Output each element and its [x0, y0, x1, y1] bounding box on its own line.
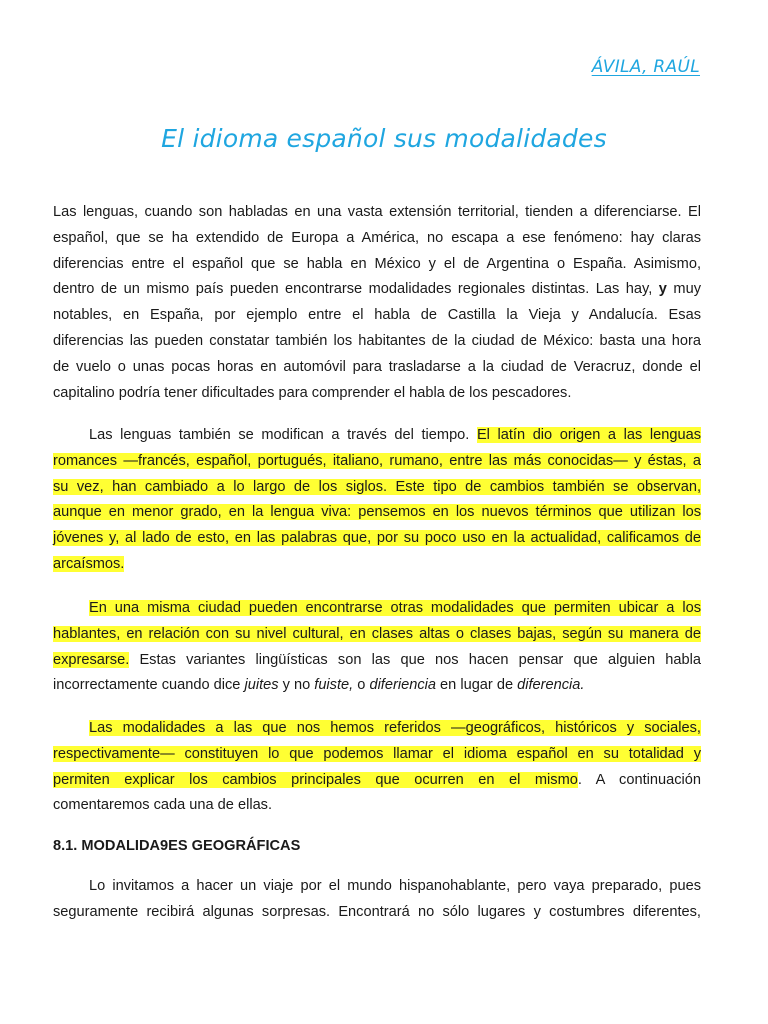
highlighted-text: Las modalidades a las que nos hemos referidos —geográficos, históricos y sociales, — [89, 720, 701, 736]
paragraph-2 — [53, 423, 701, 578]
paragraph-line: diferencias entre el español que se habla en México y el de Argentina o España. Asimismo, — [53, 255, 701, 272]
paragraph-line — [53, 423, 701, 449]
highlighted-text: permiten explicar los cambios principales que ocurren en el mismo — [53, 771, 578, 788]
paragraph-line: seguramente recibirá algunas sorpresas. Encontrará no sólo lugares y costumbres diferentes, — [53, 903, 701, 920]
paragraph-3 — [53, 596, 701, 699]
text-run: o — [357, 677, 366, 694]
text-run: . A continuación — [577, 771, 701, 788]
highlighted-text: En una misma ciudad pueden encontrarse otras modalidades que permiten ubicar a los — [89, 600, 701, 616]
paragraph-line — [53, 277, 701, 303]
paragraph-line — [53, 716, 701, 742]
paragraph-1 — [53, 200, 701, 406]
author-name: ÁVILA, RAÚL — [591, 57, 700, 77]
bold-word: y — [658, 281, 667, 298]
highlighted-text: respectivamente— constituyen lo que podemos llamar el idioma español en su totalidad y — [53, 745, 701, 762]
italic-word: diferiencia — [369, 677, 436, 694]
paragraph-line — [53, 742, 701, 768]
paragraph-line — [53, 475, 701, 501]
italic-word: diferencia. — [517, 677, 585, 694]
highlighted-text: hablantes, en relación con su nivel cultural, en clases altas o clases bajas, según su manera de — [53, 625, 701, 642]
document-title: El idioma español sus modalidades — [161, 124, 607, 153]
paragraph-line — [53, 768, 701, 794]
paragraph-line: de vuelo o unas pocas horas en automóvil para trasladarse a la ciudad de Veracruz, donde el — [53, 358, 701, 375]
paragraph-line — [53, 648, 701, 674]
highlighted-text: aunque en menor grado, en la lengua viva: pensemos en los nuevos términos que utilizan los — [53, 504, 701, 521]
section-heading: 8.1. MODALIDA9ES GEOGRÁFICAS — [53, 838, 301, 854]
highlighted-text: su vez, han cambiado a lo largo de los siglos. Este tipo de cambios también se observan, — [53, 478, 701, 495]
highlighted-text: expresarse. — [53, 651, 130, 668]
text-run: muy — [673, 281, 701, 298]
paragraph-line: español, que se ha extendido de Europa a América, no escapa a ese fenómeno: hay claras — [53, 229, 701, 246]
paragraph-line — [53, 500, 701, 526]
highlighted-text: romances —francés, español, portugués, italiano, rumano, entre las más conocidas— y éstas, a — [53, 452, 701, 469]
paragraph-line: notables, en España, por ejemplo entre el habla de Castilla la Vieja y Andalucía. Esas — [53, 307, 701, 324]
text-run: incorrectamente cuando dice — [53, 677, 241, 694]
paragraph-line — [53, 622, 701, 648]
highlighted-text: jóvenes y, al lado de esto, en las palabras que, por su poco uso en la actualidad, calificamos de — [53, 530, 701, 547]
paragraph-line — [53, 596, 701, 622]
italic-word: juites — [244, 677, 279, 694]
paragraph-line — [53, 449, 701, 475]
paragraph-line — [53, 673, 701, 699]
italic-word: fuiste, — [314, 677, 354, 694]
paragraph-line: comentaremos cada una de ellas. — [53, 797, 273, 814]
text-run: en lugar de — [440, 677, 514, 694]
paragraph-line: Las lenguas, cuando son habladas en una vasta extensión territorial, tienden a diferenciarse. El — [53, 204, 701, 220]
text-run: Las lenguas también se modifican a través del tiempo. — [89, 427, 470, 443]
paragraph-line: capitalino podría tener dificultades para comprender el habla de los pescadores. — [53, 384, 572, 401]
paragraph-line — [53, 526, 701, 552]
paragraph-line: Lo invitamos a hacer un viaje por el mundo hispanohablante, pero vaya preparado, pues — [89, 878, 701, 894]
text-run: y no — [282, 677, 311, 694]
paragraph-4 — [53, 716, 701, 819]
highlighted-text: arcaísmos. — [53, 555, 125, 572]
text-run: Estas variantes lingüísticas son las que nos hacen pensar que alguien habla — [139, 651, 701, 668]
highlighted-text: El latín dio origen a las lenguas — [476, 427, 701, 443]
paragraph-line — [53, 552, 701, 578]
text-run: dentro de un mismo país pueden encontrarse modalidades regionales distintas. Las hay, — [53, 281, 653, 298]
paragraph-line: diferencias las pueden constatar también los habitantes de la ciudad de México: basta una hora — [53, 332, 701, 349]
paragraph-5 — [53, 874, 701, 926]
